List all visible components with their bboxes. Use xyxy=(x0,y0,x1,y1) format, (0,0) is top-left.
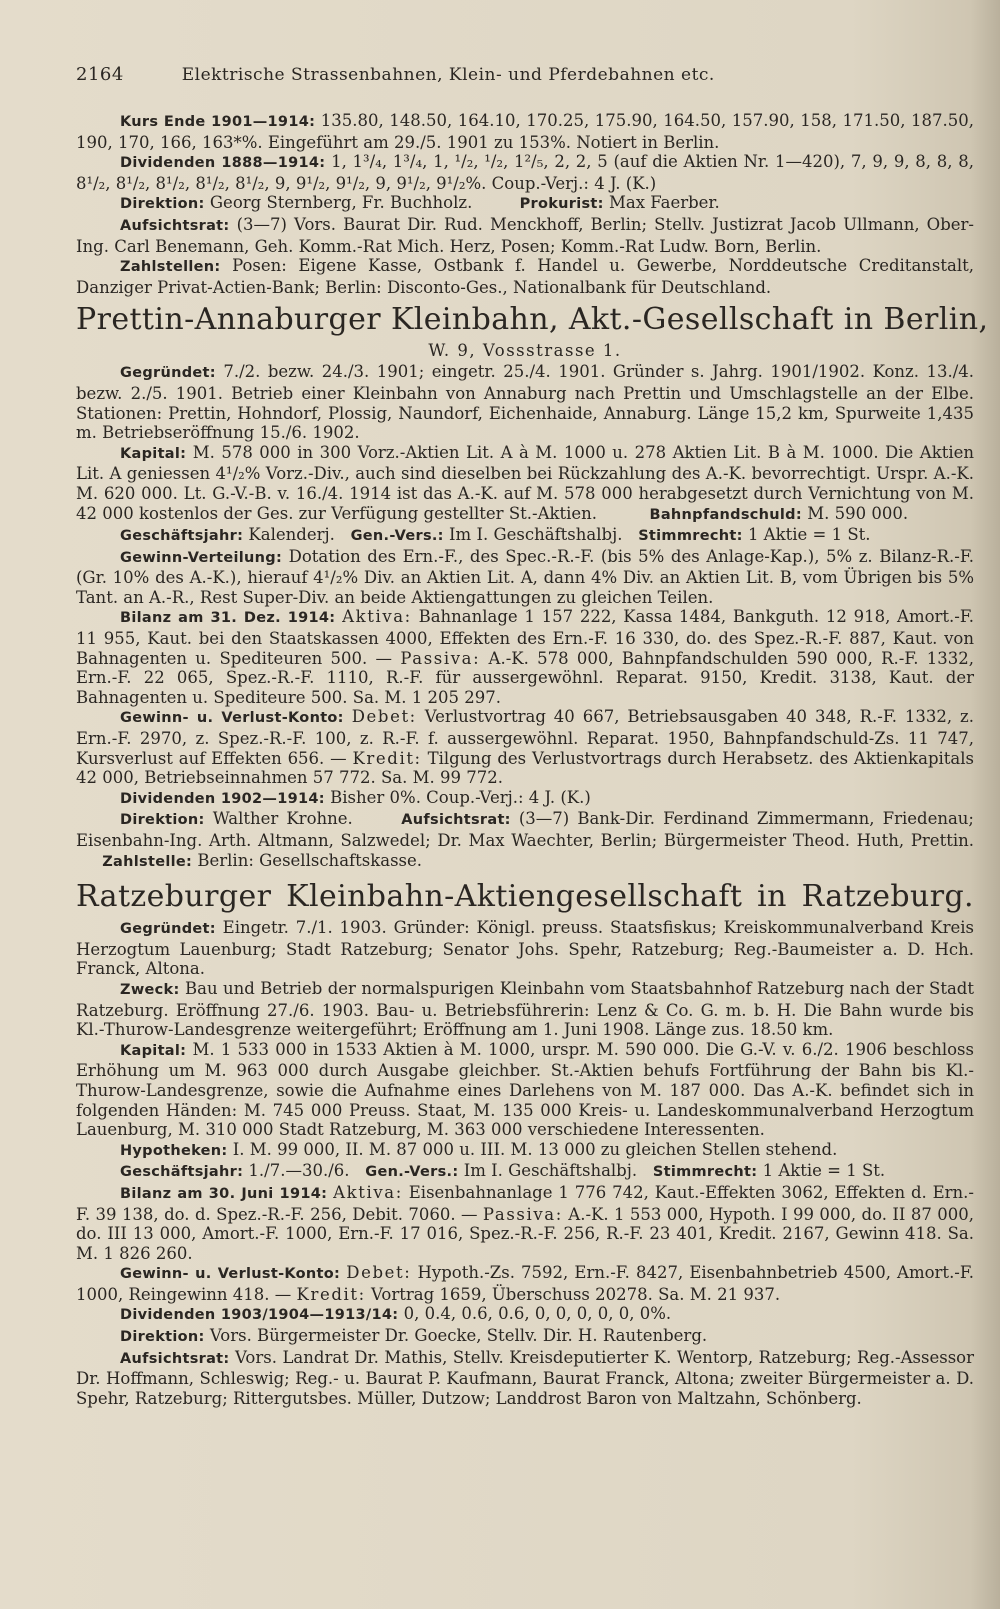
gewinnverteilung-paragraph: Gewinn-Verteilung: Dotation des Ern.-F., des Spec.-R.-F. (bis 5% des Anlage-Kap.), 5% z. Bilanz-R.-F. (Gr. 10% des A.-K.), hierauf 4¹/₂% Div. an Aktien Lit. A, dann 4% Div. an Aktien Lit. B, vom Übrigen bis 5% Tant. an A.-R., Rest Super-Div. an beide Aktiengattungen zu gleichen Teilen. xyxy=(76,546,974,607)
entry-title: Ratzeburger Kleinbahn-Aktiengesellschaft in Ratzeburg. xyxy=(76,879,974,915)
kurs-paragraph: Kurs Ende 1901—1914: 135.80, 148.50, 164.10, 170.25, 175.90, 164.50, 157.90, 158, 171.50, 187.50, 190, 170, 166, 163*%. Eingeführt am 29./5. 1901 zu 153%. Notiert in Berlin. xyxy=(76,111,974,152)
aufsichtsrat-paragraph: Aufsichtsrat: (3—7) Vors. Baurat Dir. Rud. Menckhoff, Berlin; Stellv. Justizrat Jacob Ullmann, Ober-Ing. Carl Benemann, Geh. Komm.-Rat Mich. Herz, Posen; Komm.-Rat Ludw. Born, Berlin. xyxy=(76,214,974,256)
bilanz-paragraph: Bilanz am 30. Juni 1914: Aktiva: Eisenbahnanlage 1 776 742, Kaut.-Effekten 3062, Effekten d. Ern.-F. 39 138, do. d. Spez.-R.-F. 256, Debit. 7060. — Passiva: A.-K. 1 553 000, Hypoth. I 99 000, do. II 87 000, do. III 13 000, Amort.-F. 1000, Ern.-F. 17 016, Spez.-R.-F. 256, R.-F. 23 401, Kredit. 2167, Gewinn 418. Sa. M. 1 826 260. xyxy=(76,1182,975,1263)
direktion-paragraph: Direktion: Vors. Bürgermeister Dr. Goecke, Stellv. Dir. H. Rautenberg. xyxy=(120,1326,708,1346)
running-title: Elektrische Strassenbahnen, Klein- und Pferdebahnen etc. xyxy=(181,65,715,85)
entry-address: W. 9, Vossstrasse 1. xyxy=(428,341,622,361)
dividenden-paragraph: Dividenden 1902—1914: Bisher 0%. Coup.-Verj.: 4 J. (K.) xyxy=(120,787,591,807)
kapital-paragraph: Kapital: M. 578 000 in 300 Vorz.-Aktien Lit. A à M. 1000 u. 278 Aktien Lit. B à M. 1000. Die Aktien Lit. A geniessen 4¹/₂% Vorz.-Div., auch sind dieselben bei Rückzahlung des A.-K. bevorrechtigt. Urspr. A.-K. M. 620 000. Lt. G.-V.-B. v. 16./4. 1914 ist das A.-K. auf M. 578 000 herabgesetzt durch Vernichtung von M. 42 000 kostenlos der Ges. zur Verfügung gestellter St.-Aktien. Bahnpfandschuld: M. 590 000. xyxy=(76,442,974,523)
page-number: 2164 xyxy=(76,64,124,85)
gewinn-verlust-paragraph: Gewinn- u. Verlust-Konto: Debet: Verlustvortrag 40 667, Betriebsausgaben 40 348, R.-F. 1332, z. Ern.-F. 2970, z. Spez.-R.-F. 100, z. R.-F. f. aussergewöhnl. Reparat. 1950, Bahnpfandschuld-Zs. 11 747, Kursverlust auf Effekten 656. — Kredit: Tilgung des Verlustvortrags durch Herabsetz. des Aktienkapitals 42 000, Betriebseinnahmen 57 772. Sa. M. 99 772. xyxy=(76,707,974,788)
zweck-paragraph: Zweck: Bau und Betrieb der normalspurigen Kleinbahn vom Staatsbahnhof Ratzeburg nach der Stadt Ratzeburg. Eröffnung 27./6. 1903. Bau- u. Betriebsführerin: Lenz & Co. G. m. b. H. Die Bahn wurde bis Kl.-Thurow-Landesgrenze weitergeführt; Eröffnung am 1. Juni 1908. Länge zus. 18.50 km. xyxy=(76,978,974,1040)
dividenden-paragraph: Dividenden 1888—1914: 1, 1³/₄, 1³/₄, 1, ¹/₂, ¹/₂, 1²/₅, 2, 2, 5 (auf die Aktien Nr. 1—420), 7, 9, 9, 8, 8, 8, 8¹/₂, 8¹/₂, 8¹/₂, 8¹/₂, 8¹/₂, 9, 9¹/₂, 9¹/₂, 9, 9¹/₂, 9¹/₂%. Coup.-Verj.: 4 J. (K.) xyxy=(76,152,974,193)
running-header xyxy=(76,64,974,85)
geschaeftsjahr-paragraph: Geschäftsjahr: 1./7.—30./6. Gen.-Vers.: Im I. Geschäftshalbj. Stimmrecht: 1 Aktie = 1 St. xyxy=(120,1161,886,1181)
bilanz-paragraph: Bilanz am 31. Dez. 1914: Aktiva: Bahnanlage 1 157 222, Kassa 1484, Bankguth. 12 918, Amort.-F. 11 955, Kaut. bei den Staatskassen 4000, Effekten des Ern.-F. 16 330, do. des Spez.-R.-F. 887, Kaut. von Bahnagenten u. Spediteuren 500. — Passiva: A.-K. 578 000, Bahnpfandschulden 590 000, R.-F. 1332, Ern.-F. 22 065, Spez.-R.-F. 1110, R.-F. für aussergewöhnl. Reparat. 9150, Kredit. 3138, Kaut. der Bahnagenten u. Spediteure 500. Sa. M. 1 205 297. xyxy=(76,607,974,707)
entry-prettin-annaburger xyxy=(76,302,989,872)
entry-title: Prettin-Annaburger Kleinbahn, Akt.-Gesellschaft in Berlin, xyxy=(76,302,989,338)
gegruendet-paragraph: Gegründet: Eingetr. 7./1. 1903. Gründer: Königl. preuss. Staatsfiskus; Kreiskommunalverband Kreis Herzogtum Lauenburg; Stadt Ratzeburg; Senator Johs. Spehr, Ratzeburg; Reg.-Baumeister a. D. Hch. Franck, Altona. xyxy=(76,918,974,979)
dividenden-paragraph: Dividenden 1903/1904—1913/14: 0, 0.4, 0.6, 0.6, 0, 0, 0, 0, 0, 0%. xyxy=(120,1304,672,1324)
zahlstellen-paragraph: Zahlstellen: Posen: Eigene Kasse, Ostbank f. Handel u. Gewerbe, Norddeutsche Creditanstalt, Danziger Privat-Actien-Bank; Berlin: Disconto-Ges., Nationalbank für Deutschland. xyxy=(76,256,974,297)
direktion-paragraph: Direktion: Walther Krohne. Aufsichtsrat: (3—7) Bank-Dir. Ferdinand Zimmermann, Friedenau; Eisenbahn-Ing. Arth. Altmann, Salzwedel; Dr. Max Waechter, Berlin; Bürgermeister Theod. Huth, Prettin. Zahlstelle: Berlin: Gesellschaftskasse. xyxy=(76,809,974,870)
entry-ratzeburger xyxy=(76,880,974,1408)
aufsichtsrat-paragraph: Aufsichtsrat: Vors. Landrat Dr. Mathis, Stellv. Kreisdeputierter K. Wentorp, Ratzeburg; Reg.-Assessor Dr. Hoffmann, Schleswig; Reg.- u. Baurat P. Kaufmann, Baurat Franck, Altona; zweiter Bürgermeister a. D. Spehr, Ratzeburg; Rittergutsbes. Müller, Dutzow; Landdrost Baron von Maltzahn, Schönberg. xyxy=(76,1347,975,1408)
hypotheken-paragraph: Hypotheken: I. M. 99 000, II. M. 87 000 u. III. M. 13 000 zu gleichen Stellen stehend. xyxy=(120,1139,838,1159)
gegruendet-paragraph: Gegründet: 7./2. bezw. 24./3. 1901; eingetr. 25./4. 1901. Gründer s. Jahrg. 1901/1902. Konz. 13./4. bezw. 2./5. 1901. Betrieb einer Kleinbahn von Annaburg nach Prettin und Umschlagstelle an der Elbe. Stationen: Prettin, Hohndorf, Plossig, Naundorf, Eichenhaide, Annaburg. Länge 15,2 km, Spurweite 1,435 m. Betriebseröffnung 15./6. 1902. xyxy=(76,362,975,443)
page-content xyxy=(76,64,989,1408)
direktion-paragraph: Direktion: Georg Sternberg, Fr. Buchholz. Prokurist: Max Faerber. xyxy=(120,193,720,213)
kapital-paragraph: Kapital: M. 1 533 000 in 1533 Aktien à M. 1000, urspr. M. 590 000. Die G.-V. v. 6./2. 1906 beschloss Erhöhung um M. 963 000 durch Ausgabe gleichber. St.-Aktien behufs Fortführung der Bahn bis Kl.-Thurow-Landesgrenze, sowie die Aufnahme eines Darlehens von M. 187 000. Das A.-K. befindet sich in folgenden Händen: M. 745 000 Preuss. Staat, M. 135 000 Kreis- u. Landeskommunalverband Herzogtum Lauenburg, M. 310 000 Stadt Ratzeburg, M. 363 000 verschiedene Interessenten. xyxy=(76,1039,974,1140)
gewinn-verlust-paragraph: Gewinn- u. Verlust-Konto: Debet: Hypoth.-Zs. 7592, Ern.-F. 8427, Eisenbahnbetrieb 4500, Amort.-F. 1000, Reingewinn 418. — Kredit: Vortrag 1659, Überschuss 20278. Sa. M. 21 937. xyxy=(76,1263,975,1304)
geschaeftsjahr-paragraph: Geschäftsjahr: Kalenderj. Gen.-Vers.: Im I. Geschäftshalbj. Stimmrecht: 1 Aktie = 1 St. xyxy=(120,525,871,545)
previous-entry-continuation xyxy=(76,111,974,297)
